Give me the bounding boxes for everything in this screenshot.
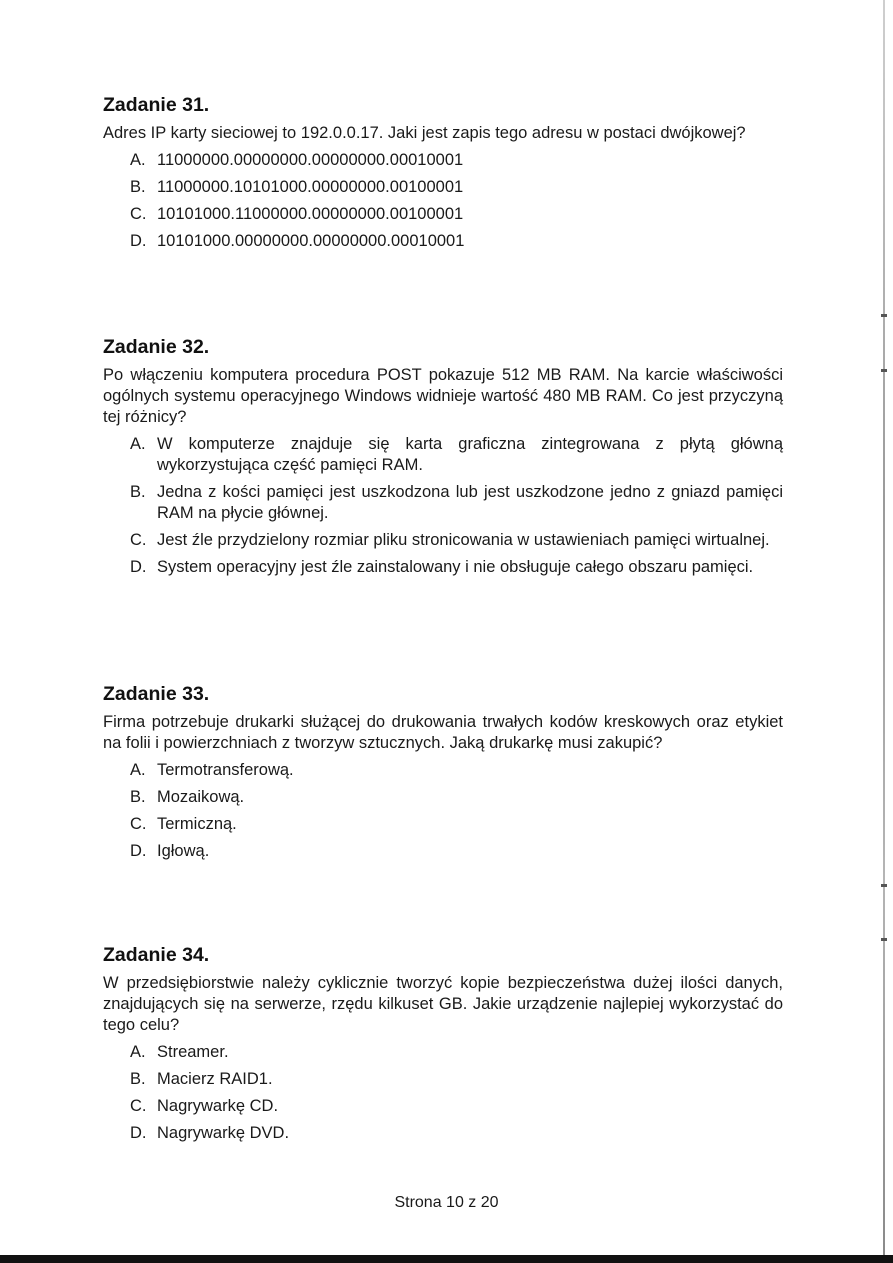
option-text: Igłową. xyxy=(157,842,210,860)
option-letter: C. xyxy=(130,1097,147,1115)
task-32 xyxy=(103,335,783,584)
task-title: Zadanie 33. xyxy=(103,683,210,705)
option-a xyxy=(103,150,783,171)
task-31 xyxy=(103,93,783,258)
option-b xyxy=(103,787,783,808)
option-letter: A. xyxy=(130,761,146,779)
option-b xyxy=(103,482,783,524)
option-letter: D. xyxy=(130,842,147,860)
task-question: Adres IP karty sieciowej to 192.0.0.17. Jaki jest zapis tego adresu w postaci dwójkowej? xyxy=(103,124,746,142)
option-text: Jedna z kości pamięci jest uszkodzona lub jest uszkodzone jedno z gniazd pamięci RAM na płycie głównej. xyxy=(157,483,783,522)
option-text: W komputerze znajduje się karta graficzna zintegrowana z płytą główną wykorzystująca część pamięci RAM. xyxy=(157,435,783,474)
scan-edge-mark xyxy=(881,314,887,317)
option-c xyxy=(103,1096,783,1117)
answer-options xyxy=(103,1042,783,1144)
option-text: Macierz RAID1. xyxy=(157,1070,273,1088)
option-text: 11000000.00000000.00000000.00010001 xyxy=(157,151,464,169)
option-c xyxy=(103,814,783,835)
option-letter: D. xyxy=(130,558,147,576)
option-letter: C. xyxy=(130,815,147,833)
answer-options xyxy=(103,434,783,578)
option-letter: B. xyxy=(130,483,146,501)
option-letter: D. xyxy=(130,232,147,250)
scan-edge-mark xyxy=(881,369,887,372)
option-text: 10101000.00000000.00000000.00010001 xyxy=(157,232,465,250)
option-text: Termotransferową. xyxy=(157,761,294,779)
option-d xyxy=(103,557,783,578)
option-text: Mozaikową. xyxy=(157,788,245,806)
task-question: Po włączeniu komputera procedura POST pokazuje 512 MB RAM. Na karcie właściwości ogólnych systemu operacyjnego Windows widnieje wartość 480 MB RAM. Co jest przyczyną tej różnicy? xyxy=(103,366,783,426)
option-letter: C. xyxy=(130,531,147,549)
option-text: 11000000.10101000.00000000.00100001 xyxy=(157,178,464,196)
option-text: Jest źle przydzielony rozmiar pliku stronicowania w ustawieniach pamięci wirtualnej. xyxy=(157,531,770,549)
page-number: Strona 10 z 20 xyxy=(394,1194,499,1211)
scan-bottom-bar xyxy=(0,1255,893,1263)
option-text: System operacyjny jest źle zainstalowany i nie obsługuje całego obszaru pamięci. xyxy=(157,558,754,576)
task-title: Zadanie 32. xyxy=(103,336,210,358)
option-letter: C. xyxy=(130,205,147,223)
option-d xyxy=(103,841,783,862)
option-text: Termiczną. xyxy=(157,815,237,833)
option-a xyxy=(103,434,783,476)
option-text: Nagrywarkę DVD. xyxy=(157,1124,290,1142)
answer-options xyxy=(103,760,783,862)
option-letter: A. xyxy=(130,435,146,453)
option-letter: B. xyxy=(130,1070,146,1088)
task-title: Zadanie 31. xyxy=(103,94,210,116)
answer-options xyxy=(103,150,783,252)
task-33 xyxy=(103,682,783,868)
option-b xyxy=(103,1069,783,1090)
option-letter: B. xyxy=(130,178,146,196)
option-c xyxy=(103,204,783,225)
scan-edge-mark xyxy=(881,884,887,887)
option-b xyxy=(103,177,783,198)
scan-edge-line xyxy=(883,0,885,1255)
option-d xyxy=(103,231,783,252)
option-d xyxy=(103,1123,783,1144)
option-text: Streamer. xyxy=(157,1043,229,1061)
option-text: Nagrywarkę CD. xyxy=(157,1097,279,1115)
option-letter: B. xyxy=(130,788,146,806)
option-letter: A. xyxy=(130,151,146,169)
option-text: 10101000.11000000.00000000.00100001 xyxy=(157,205,464,223)
task-question: W przedsiębiorstwie należy cyklicznie tworzyć kopie bezpieczeństwa dużej ilości danych, znajdujących się na serwerze, rzędu kilkuset GB. Jakie urządzenie najlepiej wykorzystać do tego celu? xyxy=(103,974,783,1034)
option-a xyxy=(103,760,783,781)
scan-edge-mark xyxy=(881,938,887,941)
option-c xyxy=(103,530,783,551)
option-letter: A. xyxy=(130,1043,146,1061)
option-letter: D. xyxy=(130,1124,147,1142)
task-34 xyxy=(103,943,783,1150)
task-question: Firma potrzebuje drukarki służącej do drukowania trwałych kodów kreskowych oraz etykiet na folii i powierzchniach z tworzyw sztucznych. Jaką drukarkę musi zakupić? xyxy=(103,713,783,752)
task-title: Zadanie 34. xyxy=(103,944,210,966)
option-a xyxy=(103,1042,783,1063)
